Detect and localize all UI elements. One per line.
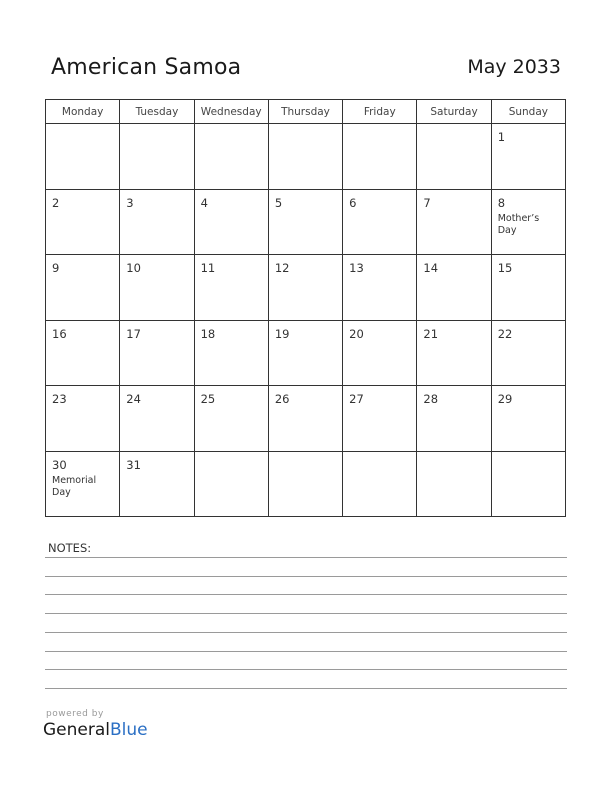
day-cell — [491, 320, 565, 386]
holiday-label: Mother’s Day — [497, 213, 540, 236]
empty-day-cell — [417, 451, 491, 517]
day-number: 26 — [274, 392, 290, 406]
empty-day-cell — [268, 451, 342, 517]
day-cell — [46, 255, 120, 321]
empty-day-cell — [120, 124, 194, 190]
day-number: 10 — [126, 261, 141, 275]
day-number: 7 — [423, 195, 431, 210]
day-number: 4 — [200, 195, 208, 210]
day-cell — [343, 255, 417, 321]
day-number: 9 — [52, 261, 60, 275]
day-cell — [120, 451, 194, 517]
day-number: 21 — [423, 326, 439, 341]
weekday-header-row — [46, 100, 566, 124]
day-cell — [46, 320, 120, 386]
notes-line — [45, 594, 567, 595]
day-number: 28 — [423, 392, 439, 406]
holiday-label: Memorial Day — [52, 475, 97, 498]
day-cell — [194, 255, 268, 321]
week-row — [46, 255, 566, 321]
day-cell — [120, 320, 194, 386]
day-cell — [417, 320, 491, 386]
notes-line — [45, 576, 567, 577]
day-number: 17 — [126, 326, 141, 341]
notes-line — [45, 613, 567, 614]
notes-line — [45, 669, 567, 670]
day-number: 15 — [497, 261, 513, 275]
day-number: 11 — [200, 261, 216, 275]
day-cell — [46, 189, 120, 255]
day-cell — [120, 189, 194, 255]
calendar-title: American Samoa — [51, 55, 242, 80]
day-number: 14 — [423, 261, 439, 275]
notes-line — [45, 651, 567, 652]
day-cell — [268, 320, 342, 386]
brand-blue-text: Blue — [110, 720, 148, 740]
empty-day-cell — [194, 451, 268, 517]
notes-line — [45, 688, 567, 689]
week-row — [46, 189, 566, 255]
day-number: 25 — [200, 392, 216, 406]
day-number: 16 — [52, 326, 67, 341]
calendar-grid — [45, 99, 566, 517]
day-number: 20 — [349, 326, 364, 341]
day-number: 22 — [497, 326, 513, 341]
day-cell — [417, 255, 491, 321]
day-number: 8 — [497, 195, 506, 210]
notes-line — [45, 557, 567, 558]
empty-day-cell — [268, 124, 342, 190]
day-number: 13 — [349, 261, 364, 275]
calendar-body — [46, 124, 566, 517]
day-cell — [343, 386, 417, 452]
day-number: 31 — [126, 457, 141, 472]
empty-day-cell — [343, 124, 417, 190]
weekday-header: Tuesday — [120, 100, 194, 124]
empty-day-cell — [194, 124, 268, 190]
day-cell — [491, 255, 565, 321]
month-label: May 2033 — [467, 56, 561, 78]
notes-label: NOTES: — [48, 541, 92, 555]
day-cell — [120, 386, 194, 452]
weekday-header: Thursday — [268, 100, 342, 124]
day-cell — [194, 386, 268, 452]
day-cell — [491, 386, 565, 452]
empty-day-cell — [46, 124, 120, 190]
day-cell — [194, 189, 268, 255]
brand-logo[interactable] — [43, 720, 148, 740]
day-cell — [417, 386, 491, 452]
day-cell — [120, 255, 194, 321]
day-number: 23 — [52, 392, 67, 406]
day-number: 30 — [52, 457, 67, 472]
week-row — [46, 124, 566, 190]
day-number: 3 — [126, 195, 134, 210]
week-row — [46, 386, 566, 452]
empty-day-cell — [417, 124, 491, 190]
weekday-header: Monday — [46, 100, 120, 124]
weekday-header: Friday — [343, 100, 417, 124]
day-number: 6 — [349, 195, 357, 210]
day-cell — [343, 320, 417, 386]
day-number: 1 — [497, 130, 506, 144]
weekday-header: Wednesday — [194, 100, 268, 124]
week-row — [46, 451, 566, 517]
day-number: 19 — [274, 326, 290, 341]
day-number: 24 — [126, 392, 141, 406]
powered-by-text: powered by — [46, 709, 104, 719]
empty-day-cell — [491, 451, 565, 517]
day-cell — [491, 124, 565, 190]
day-number: 5 — [274, 195, 283, 210]
day-cell — [46, 451, 120, 517]
notes-line — [45, 632, 567, 633]
day-number: 27 — [349, 392, 364, 406]
empty-day-cell — [343, 451, 417, 517]
weekday-header: Sunday — [491, 100, 565, 124]
day-cell — [491, 189, 565, 255]
day-cell — [194, 320, 268, 386]
week-row — [46, 320, 566, 386]
brand-general-text: General — [43, 720, 110, 740]
day-cell — [417, 189, 491, 255]
day-cell — [268, 255, 342, 321]
day-number: 29 — [497, 392, 513, 406]
day-cell — [343, 189, 417, 255]
day-cell — [268, 189, 342, 255]
day-cell — [268, 386, 342, 452]
day-cell — [46, 386, 120, 452]
weekday-header: Saturday — [417, 100, 491, 124]
day-number: 18 — [200, 326, 216, 341]
day-number: 12 — [274, 261, 290, 275]
day-number: 2 — [52, 195, 60, 210]
